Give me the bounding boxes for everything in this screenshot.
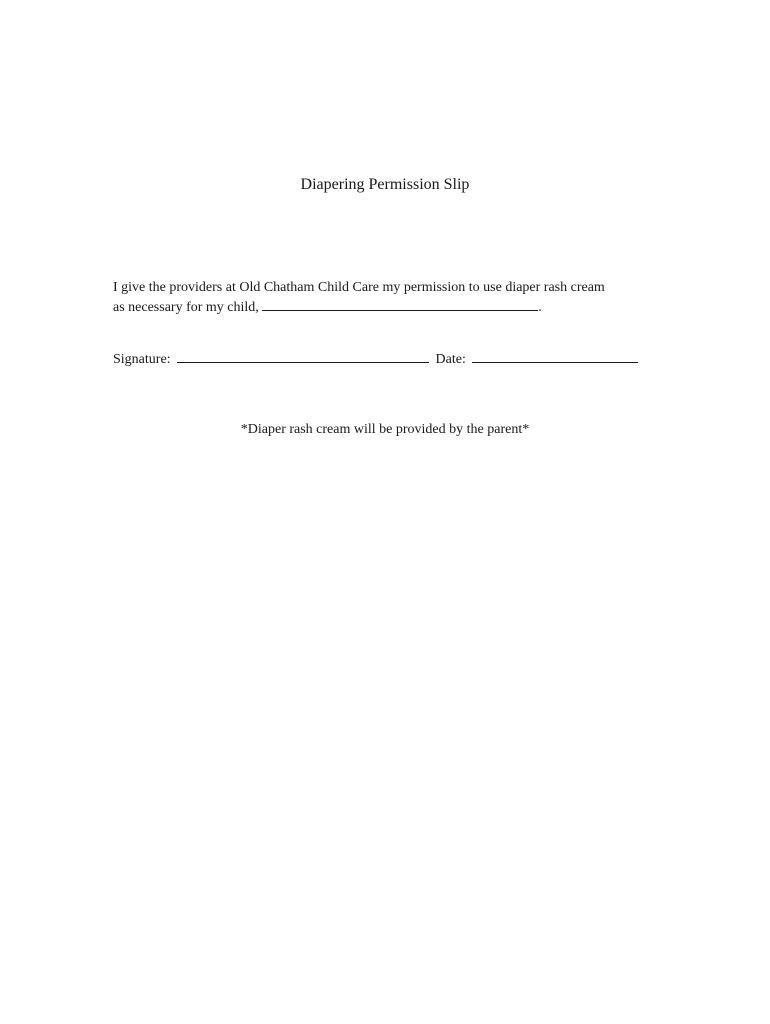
- date-field[interactable]: [472, 349, 638, 363]
- signature-label: Signature:: [113, 352, 171, 367]
- permission-line-2-suffix: .: [538, 300, 542, 315]
- permission-line-2-prefix: as necessary for my child,: [113, 300, 259, 315]
- parent-provides-note: *Diaper rash cream will be provided by the parent*: [240, 422, 530, 437]
- signature-field[interactable]: [177, 349, 429, 363]
- permission-line-2: [113, 297, 673, 317]
- permission-line-1: I give the providers at Old Chatham Child Care my permission to use diaper rash cream: [113, 280, 605, 295]
- document-title: Diapering Permission Slip: [300, 176, 470, 193]
- child-name-field[interactable]: [262, 297, 538, 311]
- permission-paragraph: [113, 279, 673, 317]
- signature-row: [113, 349, 638, 369]
- date-label: Date:: [435, 352, 466, 367]
